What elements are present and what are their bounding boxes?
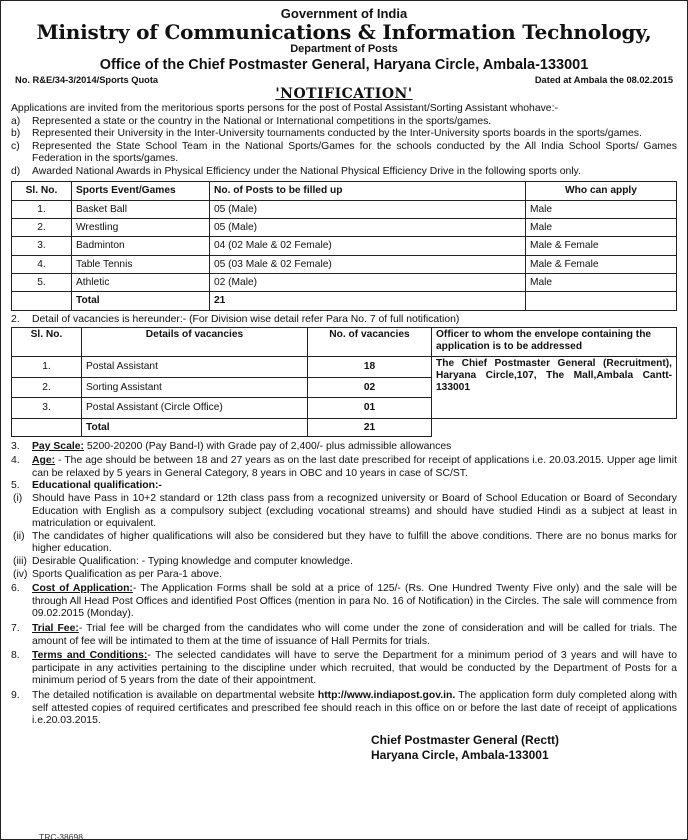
reference-number: No. R&E/34-3/2014/Sports Quota bbox=[15, 75, 159, 85]
table-cell: 2. bbox=[12, 377, 82, 398]
table-cell: 3. bbox=[12, 237, 72, 255]
table-cell: 01 bbox=[308, 398, 432, 419]
table-cell: 4. bbox=[12, 255, 72, 273]
table-cell: Badminton bbox=[72, 237, 210, 255]
table-row bbox=[12, 219, 677, 237]
table-cell: 02 bbox=[308, 377, 432, 398]
signatory-address: Haryana Circle, Ambala-133001 bbox=[371, 747, 549, 762]
education-item: (iv) Sports Qualification as per Para-1 above. bbox=[13, 568, 223, 580]
header-cell: Sl. No. bbox=[12, 328, 82, 357]
header-cell: Details of vacancies bbox=[82, 328, 308, 357]
condition-item: b) Represented their University in the Inter-University tournaments conducted by the Inter-University sports boards in the sports/games. bbox=[11, 128, 642, 140]
total-label: Total bbox=[82, 418, 308, 436]
table-cell: 5. bbox=[12, 273, 72, 291]
table-cell: 3. bbox=[12, 398, 82, 419]
table-row bbox=[12, 418, 677, 436]
table-row bbox=[12, 237, 677, 255]
condition-item: c) Represented the State School Team in the National Sports/Games for the schools conducted by the All India School Sports/ Games Federation in the sports/games. bbox=[11, 140, 677, 165]
education-heading: Educational qualification:- bbox=[32, 480, 162, 492]
education-list bbox=[11, 493, 677, 581]
table-cell: 04 (02 Male & 02 Female) bbox=[210, 237, 526, 255]
detail-section: 9. The detailed notification is available on departmental website http://www.indiapost.gov.in. The application form duly completed along with self attested copies of required certificates and prescribed fee should reach in this office on or before the last date of receipt of applications i.e.20.03.2015. bbox=[11, 689, 677, 727]
table-cell: Table Tennis bbox=[72, 255, 210, 273]
age-heading: Age: bbox=[32, 455, 56, 467]
pay-scale-section: 3. Pay Scale: 5200-20200 (Pay Band-I) with Grade pay of 2,400/- plus admissible allowances bbox=[11, 440, 452, 452]
table-cell: Postal Assistant (Circle Office) bbox=[82, 398, 308, 419]
table-cell: 18 bbox=[308, 357, 432, 378]
table-cell: Athletic bbox=[72, 273, 210, 291]
table-cell: 2. bbox=[12, 219, 72, 237]
signatory-title: Chief Postmaster General (Rectt) bbox=[371, 732, 560, 747]
table-cell: Sorting Assistant bbox=[82, 377, 308, 398]
table-cell: 1. bbox=[12, 357, 82, 378]
trial-fee-section: 7. Trial Fee:- Trial fee will be charged from the candidates who will come under the zone of consideration and will be called for trials. The amount of fee will be intimated to them at the time of issuance of Hall Permits for trials. bbox=[11, 622, 678, 647]
cost-heading: Cost of Application: bbox=[32, 583, 133, 595]
table-cell: Male bbox=[526, 200, 677, 218]
table-cell: Male & Female bbox=[526, 237, 677, 255]
condition-item: d) Awarded National Awards in Physical Efficiency under the National Physical Efficiency Drive in the following sports only. bbox=[11, 165, 581, 177]
footer-code: TRC-38698 bbox=[39, 831, 83, 840]
table-cell: 1. bbox=[12, 200, 72, 218]
table-cell: 05 (Male) bbox=[210, 219, 526, 237]
header-cell: No. of vacancies bbox=[308, 328, 432, 357]
table-cell bbox=[526, 292, 677, 310]
table-cell: Male bbox=[526, 273, 677, 291]
table-row bbox=[12, 200, 677, 218]
table-cell: Postal Assistant bbox=[82, 357, 308, 378]
condition-item: a) Represented a state or the country in the National or International competitions in the sports/games. bbox=[11, 115, 492, 127]
table-cell bbox=[12, 418, 82, 436]
table-cell: 02 (Male) bbox=[210, 273, 526, 291]
pay-scale-heading: Pay Scale: bbox=[32, 440, 84, 452]
terms-section: 8. Terms and Conditions:- The selected candidates will have to serve the Department for a minimum period of 3 years and will have to participate in any activities pertaining to the discipline under which recruited, that would be conducted by the Department of Posts for a minimum period of 5 years from the date of their appointment. bbox=[11, 650, 678, 687]
education-item: (ii) The candidates of higher qualifications will also be considered but they have to fulfill the above conditions. There are no bonus marks for higher education. bbox=[13, 530, 677, 555]
eligibility-conditions bbox=[11, 116, 677, 179]
terms-heading: Terms and Conditions: bbox=[32, 650, 148, 662]
table-cell: Basket Ball bbox=[72, 200, 210, 218]
table-cell: Male bbox=[526, 219, 677, 237]
table-cell: Male & Female bbox=[526, 255, 677, 273]
vacancy-table-header bbox=[12, 328, 677, 357]
total-value: 21 bbox=[210, 292, 526, 310]
table-row bbox=[12, 357, 677, 378]
education-item: (iii) Desirable Qualification: - Typing knowledge and computer knowledge. bbox=[13, 555, 353, 567]
education-section: 5. Educational qualification:- bbox=[11, 480, 677, 493]
header-cell: Sl. No. bbox=[12, 182, 72, 200]
header-cell: Sports Event/Games bbox=[72, 182, 210, 200]
table-cell bbox=[12, 292, 72, 310]
issue-date: Dated at Ambala the 08.02.2015 bbox=[534, 75, 673, 85]
cost-section: 6. Cost of Application:- The Application Forms shall be sold at a price of 125/- (Rs. One Hundred Twenty Five only) and the sale will be through All Head Post Offices and identified Post Offices (mention in para No. 16 of Notification) in the Circles. The sale will commence from 09.02.2015 (Monday). bbox=[11, 583, 677, 620]
header-cell: Officer to whom the envelope containing the application is to be addressed bbox=[432, 328, 677, 357]
table-row bbox=[12, 273, 677, 291]
table-row bbox=[12, 255, 677, 273]
department-heading: Department of Posts bbox=[290, 43, 398, 55]
notification-title: 'NOTIFICATION' bbox=[275, 86, 413, 102]
office-heading: Office of the Chief Postmaster General, Haryana Circle, Ambala-133001 bbox=[99, 57, 589, 73]
table-row bbox=[12, 292, 677, 310]
sports-table-header bbox=[12, 182, 677, 200]
education-item: (i) Should have Pass in 10+2 standard or 12th class pass from a recognized university or Board of School Education or Board of Secondary Education with English as a compulsory subject (excluding vocational streams) and should have studied Hindi as a subject at least in matriculation or equivalent. bbox=[13, 493, 677, 530]
header-cell: Who can apply bbox=[526, 182, 677, 200]
vacancy-intro: 2. Detail of vacancies is hereunder:- (For Division wise detail refer Para No. 7 of full notification) bbox=[11, 313, 460, 325]
vacancy-table bbox=[11, 327, 677, 437]
sports-table bbox=[11, 181, 677, 310]
reference-row bbox=[11, 74, 677, 86]
ministry-heading: Ministry of Communications & Information Technology, bbox=[36, 20, 652, 44]
header-cell: No. of Posts to be filled up bbox=[210, 182, 526, 200]
total-label: Total bbox=[72, 292, 210, 310]
intro-text: Applications are invited from the meritorious sports persons for the post of Postal Assistant/Sorting Assistant whohave:- bbox=[11, 103, 558, 114]
signature-block bbox=[371, 733, 677, 763]
officer-address: The Chief Postmaster General (Recruitment), Haryana Circle,107, The Mall,Ambala Cantt-133001 bbox=[432, 357, 677, 419]
age-section: 4. Age: - The age should be between 18 and 27 years as on the last date prescribed for receipt of applications i.e. 20.03.2015. Upper age limit can be relaxed by 5 years in General Category, 8 years in OBC and 10 years in case of SC/ST. bbox=[11, 455, 677, 479]
government-heading: Government of India bbox=[280, 6, 408, 21]
website-link[interactable]: http://www.indiapost.gov.in. bbox=[317, 689, 456, 701]
table-cell: 05 (03 Male & 02 Female) bbox=[210, 255, 526, 273]
table-cell: Wrestling bbox=[72, 219, 210, 237]
table-cell: 05 (Male) bbox=[210, 200, 526, 218]
total-value: 21 bbox=[308, 418, 432, 436]
trial-fee-heading: Trial Fee: bbox=[32, 622, 79, 634]
